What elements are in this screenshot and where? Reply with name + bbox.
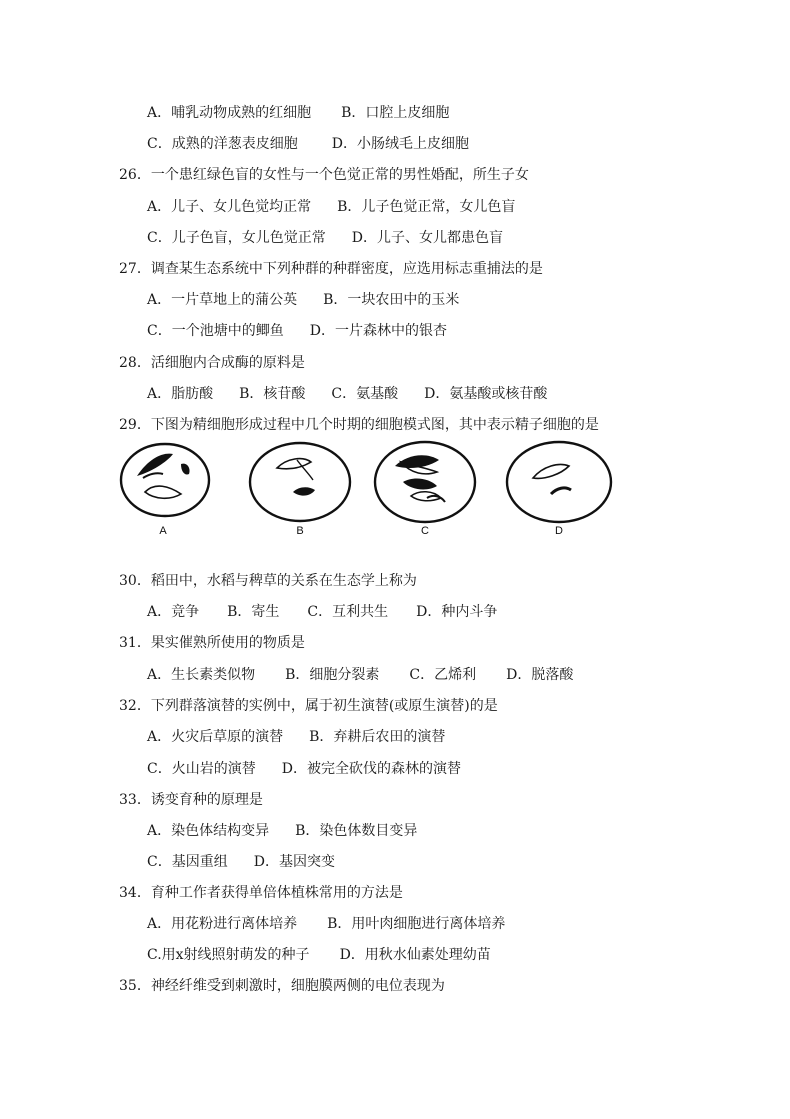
option-a: A．火灾后草原的演替 bbox=[147, 729, 284, 745]
label-a: A bbox=[159, 525, 167, 537]
option-d: D．被完全砍伐的森林的演替 bbox=[281, 761, 461, 777]
option-a: A．儿子、女儿色觉均正常 bbox=[147, 199, 312, 215]
option-a: A．用花粉进行离体培养 bbox=[147, 916, 298, 932]
option-b: B．儿子色觉正常，女儿色盲 bbox=[337, 199, 516, 215]
label-b: B bbox=[296, 525, 304, 537]
option-a: A．竞争 bbox=[147, 604, 200, 620]
option-c: C．互利共生 bbox=[307, 604, 389, 620]
question-26-stem: 26．一个患红绿色盲的女性与一个色觉正常的男性婚配，所生子女 bbox=[119, 167, 529, 183]
option-c: C．氨基酸 bbox=[331, 386, 399, 402]
question-35-stem: 35．神经纤维受到刺激时，细胞膜两侧的电位表现为 bbox=[119, 978, 445, 994]
question-31-stem: 31．果实催熟所使用的物质是 bbox=[119, 635, 305, 651]
option-row bbox=[147, 728, 445, 746]
option-b: B．用叶肉细胞进行离体培养 bbox=[327, 916, 506, 932]
question-33-stem: 33．诱变育种的原理是 bbox=[119, 792, 263, 808]
option-row bbox=[147, 104, 449, 122]
option-c: C.用x射线照射萌发的种子 bbox=[147, 947, 310, 963]
option-d: D．用秋水仙素处理幼苗 bbox=[339, 947, 491, 963]
option-row bbox=[147, 760, 461, 778]
option-a: A．脂肪酸 bbox=[147, 386, 214, 402]
option-c: C．一个池塘中的鲫鱼 bbox=[147, 323, 284, 339]
option-row bbox=[147, 946, 491, 964]
option-row bbox=[147, 322, 447, 340]
option-b: B．一块农田中的玉米 bbox=[323, 292, 460, 308]
question-27-stem: 27．调查某生态系统中下列种群的种群密度，应选用标志重捕法的是 bbox=[119, 261, 543, 277]
option-c: C．成熟的洋葱表皮细胞 bbox=[147, 136, 298, 152]
cell-diagram-figure bbox=[115, 440, 615, 545]
question-29-stem: 29．下图为精细胞形成过程中几个时期的细胞模式图，其中表示精子细胞的是 bbox=[119, 417, 599, 433]
question-30-stem: 30．稻田中，水稻与稗草的关系在生态学上称为 bbox=[119, 573, 417, 589]
option-b: B．口腔上皮细胞 bbox=[341, 105, 450, 121]
option-d: D．儿子、女儿都患色盲 bbox=[351, 230, 503, 246]
option-row bbox=[147, 822, 417, 840]
option-row bbox=[147, 915, 505, 933]
option-b: B．染色体数目变异 bbox=[295, 823, 418, 839]
option-c: C．乙烯利 bbox=[409, 667, 477, 683]
option-b: B．寄生 bbox=[227, 604, 280, 620]
label-c: C bbox=[421, 525, 429, 537]
option-row bbox=[147, 135, 469, 153]
option-a: A．哺乳动物成熟的红细胞 bbox=[147, 105, 312, 121]
question-34-stem: 34．育种工作者获得单倍体植株常用的方法是 bbox=[119, 885, 403, 901]
option-c: C．基因重组 bbox=[147, 854, 228, 870]
option-a: A．一片草地上的蒲公英 bbox=[147, 292, 298, 308]
option-row bbox=[147, 666, 573, 684]
option-row bbox=[147, 229, 503, 247]
option-c: C．儿子色盲，女儿色觉正常 bbox=[147, 230, 326, 246]
option-d: D．氨基酸或核苷酸 bbox=[424, 386, 548, 402]
option-d: D．基因突变 bbox=[253, 854, 335, 870]
option-row bbox=[147, 603, 497, 621]
option-b: B．细胞分裂素 bbox=[285, 667, 380, 683]
cell-d-icon bbox=[507, 442, 611, 522]
cell-a-icon bbox=[121, 444, 209, 516]
option-d: D．小肠绒毛上皮细胞 bbox=[331, 136, 469, 152]
option-d: D．脱落酸 bbox=[506, 667, 574, 683]
option-row bbox=[147, 198, 515, 216]
option-a: A．染色体结构变异 bbox=[147, 823, 270, 839]
question-28-stem: 28．活细胞内合成酶的原料是 bbox=[119, 355, 305, 371]
option-d: D．一片森林中的银杏 bbox=[309, 323, 447, 339]
option-row bbox=[147, 385, 547, 403]
option-c: C．火山岩的演替 bbox=[147, 761, 256, 777]
option-row bbox=[147, 291, 459, 309]
option-b: B．弃耕后农田的演替 bbox=[309, 729, 446, 745]
cell-b-icon bbox=[250, 443, 350, 521]
option-d: D．种内斗争 bbox=[416, 604, 498, 620]
cell-c-icon bbox=[375, 442, 475, 522]
option-b: B．核苷酸 bbox=[239, 386, 306, 402]
option-row bbox=[147, 853, 335, 871]
label-d: D bbox=[555, 525, 563, 537]
question-32-stem: 32．下列群落演替的实例中，属于初生演替(或原生演替)的是 bbox=[119, 698, 498, 714]
option-a: A．生长素类似物 bbox=[147, 667, 256, 683]
